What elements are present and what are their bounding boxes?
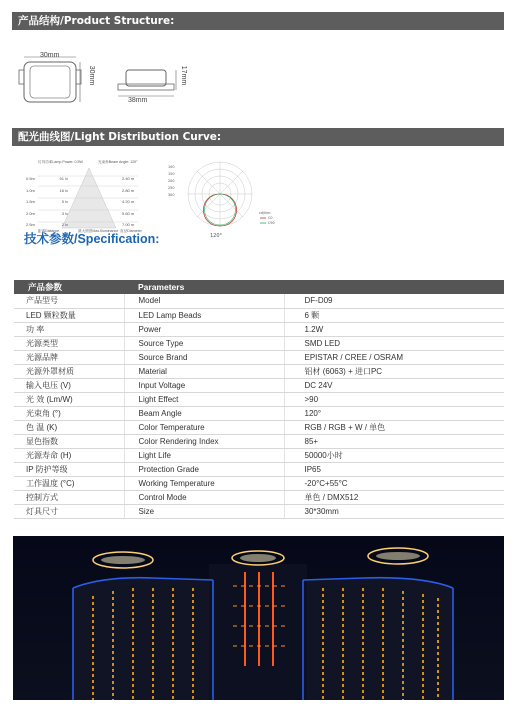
- spec-cell-cn: IP 防护等级: [14, 462, 124, 476]
- polar-label-4: 300: [168, 193, 175, 197]
- spec-cell-cn: 输入电压 (V): [14, 378, 124, 392]
- spec-cell-cn: 产品型号: [14, 294, 124, 308]
- header-parameters: Parameters: [124, 280, 284, 294]
- spec-cell-en: Model: [124, 294, 284, 308]
- spec-cell-en: Working Temperature: [124, 476, 284, 490]
- side-width-label: 38mm: [128, 97, 148, 104]
- spec-cell-en: LED Lamp Beads: [124, 308, 284, 322]
- spec-table-header: [14, 280, 504, 294]
- building-night-photo: [13, 536, 504, 700]
- spec-table-row: [14, 504, 504, 518]
- spec-table-row: [14, 392, 504, 406]
- spec-cell-value: 30*30mm: [284, 504, 504, 518]
- spec-cell-value: DC 24V: [284, 378, 504, 392]
- spec-cell-en: Beam Angle: [124, 406, 284, 420]
- legend-c0: C0: [268, 216, 273, 220]
- spec-cell-en: Material: [124, 364, 284, 378]
- spec-table-row: [14, 448, 504, 462]
- illuminance-diagram: [26, 160, 152, 236]
- spec-cell-en: Color Temperature: [124, 420, 284, 434]
- spec-table-row: [14, 378, 504, 392]
- spec-cell-cn: 灯具尺寸: [14, 504, 124, 518]
- section-header-product-structure: 产品结构/Product Structure:: [12, 12, 504, 30]
- spec-cell-value: DF-D09: [284, 294, 504, 308]
- distance-4: 2.5m: [26, 222, 35, 227]
- spec-cell-cn: LED 颗粒数量: [14, 308, 124, 322]
- diameter-3: 5.60 m: [122, 210, 135, 216]
- beam-angle-label: 光束角Beam Angle: 120°: [98, 160, 138, 164]
- spec-table-row: [14, 364, 504, 378]
- lamp-power-label: 灯具功率Lamp Power: 0.5W: [38, 160, 83, 164]
- spec-cell-en: Input Voltage: [124, 378, 284, 392]
- spec-cell-en: Power: [124, 322, 284, 336]
- spec-cell-en: Light Effect: [124, 392, 284, 406]
- spec-cell-value: EPISTAR / CREE / OSRAM: [284, 350, 504, 364]
- spec-cell-cn: 显色指数: [14, 434, 124, 448]
- polar-label-0: 100: [168, 165, 175, 169]
- spec-table-row: [14, 434, 504, 448]
- polar-label-1: 150: [168, 172, 175, 176]
- spec-title: 技术参数/Specification:: [24, 232, 160, 246]
- spec-table-row: [14, 350, 504, 364]
- diameter-0: 2.40 m: [122, 176, 135, 181]
- spec-cell-value: -20°C+55°C: [284, 476, 504, 490]
- spec-cell-en: Source Type: [124, 336, 284, 350]
- header-value: [284, 280, 504, 294]
- spec-cell-cn: 光源寿命 (H): [14, 448, 124, 462]
- polar-label-2: 200: [168, 179, 175, 183]
- spec-cell-cn: 控制方式: [14, 490, 124, 504]
- illuminance-4: 2 lx: [61, 222, 68, 227]
- spec-cell-value: IP65: [284, 462, 504, 476]
- side-view-drawing: [118, 70, 176, 96]
- section-header-light-distribution: 配光曲线图/Light Distribution Curve:: [12, 128, 504, 146]
- distance-2: 1.5m: [26, 199, 35, 204]
- diameter-4: 7.00 m: [122, 222, 135, 227]
- distance-1: 1.0m: [26, 187, 35, 193]
- spec-cell-value: SMD LED: [284, 336, 504, 350]
- polar-distribution-chart: [168, 158, 278, 234]
- distance-0: 0.5m: [26, 176, 35, 181]
- spec-cell-value: 单色 / DMX512: [284, 490, 504, 504]
- spec-cell-value: 50000小时: [284, 448, 504, 462]
- spec-cell-cn: 光源类型: [14, 336, 124, 350]
- spec-cell-en: Source Brand: [124, 350, 284, 364]
- spec-table-row: [14, 476, 504, 490]
- spec-cell-value: 85+: [284, 434, 504, 448]
- diameter-1: 2.80 m: [122, 187, 135, 193]
- front-width-label: 30mm: [40, 52, 60, 59]
- spec-cell-cn: 工作温度 (°C): [14, 476, 124, 490]
- legend-c90: C90: [268, 221, 275, 225]
- spec-table-row: [14, 420, 504, 434]
- spec-cell-en: Light Life: [124, 448, 284, 462]
- spec-cell-value: 铝材 (6063) + 进口PC: [284, 364, 504, 378]
- footer-distance: 距离Distance: [38, 229, 60, 233]
- spec-cell-cn: 功 率: [14, 322, 124, 336]
- diameter-2: 4.20 m: [122, 199, 135, 204]
- spec-table-row: [14, 406, 504, 420]
- spec-cell-value: 6 颗: [284, 308, 504, 322]
- illuminance-0: 91 lx: [59, 176, 68, 181]
- polar-angle-label: 120°: [210, 233, 223, 239]
- spec-cell-cn: 光源外罩材质: [14, 364, 124, 378]
- spec-table-row: [14, 308, 504, 322]
- spec-cell-value: RGB / RGB + W / 单色: [284, 420, 504, 434]
- spec-table-row: [14, 294, 504, 308]
- spec-cell-value: >90: [284, 392, 504, 406]
- spec-cell-value: 120°: [284, 406, 504, 420]
- spec-table: [14, 280, 504, 519]
- front-view-drawing: [19, 57, 81, 102]
- illuminance-1: 16 lx: [59, 187, 68, 193]
- spec-cell-cn: 光束角 (°): [14, 406, 124, 420]
- illuminance-2: 5 lx: [61, 199, 68, 204]
- side-height-label: 17mm: [180, 65, 188, 86]
- illuminance-3: 3 lx: [61, 210, 68, 216]
- spec-cell-en: Size: [124, 504, 284, 518]
- spec-cell-value: 1.2W: [284, 322, 504, 336]
- front-height-label: 30mm: [88, 65, 96, 86]
- spec-cell-en: Control Mode: [124, 490, 284, 504]
- footer-illuminance: 最大照度Max.Illuminance: [78, 229, 119, 233]
- header-product-params: 产品参数: [14, 280, 124, 294]
- spec-table-row: [14, 462, 504, 476]
- spec-cell-en: Color Rendering Index: [124, 434, 284, 448]
- spec-cell-cn: 色 温 (K): [14, 420, 124, 434]
- spec-cell-en: Protection Grade: [124, 462, 284, 476]
- spec-table-row: [14, 322, 504, 336]
- spec-table-row: [14, 336, 504, 350]
- spec-cell-cn: 光 效 (Lm/W): [14, 392, 124, 406]
- spec-cell-cn: 光源品牌: [14, 350, 124, 364]
- spec-table-row: [14, 490, 504, 504]
- footer-diameter: 直径Diameter: [120, 229, 142, 233]
- polar-label-3: 250: [168, 186, 175, 190]
- distance-3: 2.0m: [26, 210, 35, 216]
- polar-unit-label: cd/klm: [259, 211, 271, 215]
